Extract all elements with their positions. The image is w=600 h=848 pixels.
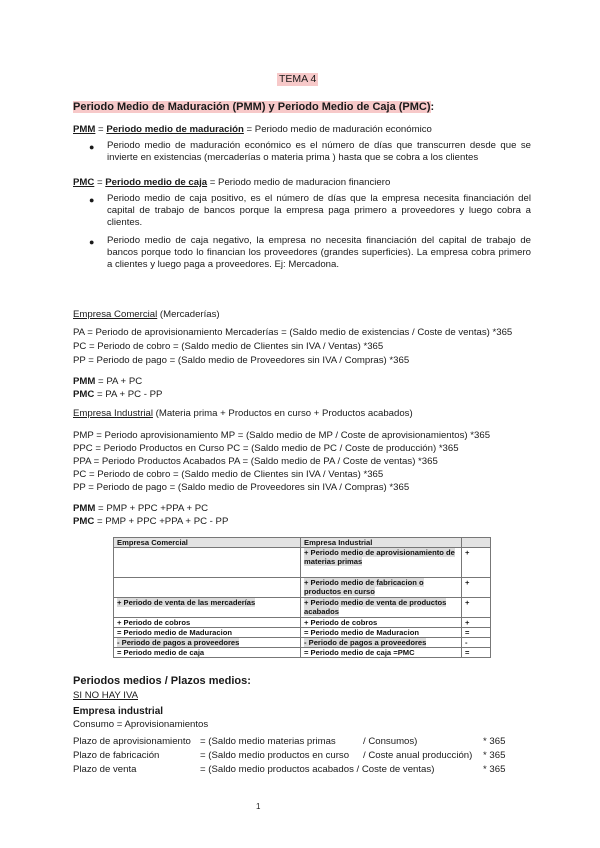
table-cell: = Periodo medio de caja =PMC xyxy=(301,648,462,658)
plazos-row-factor: * 365 xyxy=(483,764,506,775)
industrial-heading-rest: (Materia prima + Productos en curso + Productos acabados) xyxy=(152,408,413,419)
industrial-pmc xyxy=(73,516,228,528)
plazos-row-divisor: / Consumos) xyxy=(363,736,418,747)
comercial-pmc-abbr: PMC xyxy=(73,389,95,400)
industrial-pmm-abbr: PMM xyxy=(73,503,96,514)
table-row xyxy=(114,618,491,628)
table-cell-sign: - xyxy=(462,638,491,648)
industrial-line-pmp: PMP = Periodo aprovisionamiento MP = (Saldo medio de MP / Coste de aprovisionamientos) *365 xyxy=(73,430,491,441)
table-cell xyxy=(301,598,462,618)
pmc-label: Periodo medio de caja xyxy=(105,177,208,188)
table-cell: = Periodo medio de caja xyxy=(114,648,301,658)
table-cell-text: + Periodo de venta de las mercaderías xyxy=(117,598,256,607)
section-heading-text: Periodo Medio de Maduración (PMM) y Periodo Medio de Caja (PMC) xyxy=(73,101,431,113)
plazos-row-formula: = (Saldo medio materias primas xyxy=(200,736,336,747)
table-cell-text: - Periodo de pagos a proveedores xyxy=(117,638,240,647)
pmm-label: Periodo medio de maduración xyxy=(106,124,244,135)
table-cell-text: - Periodo de pagos a proveedores xyxy=(304,638,427,647)
pmc-rest: = Periodo medio de maduracion financiero xyxy=(207,177,391,188)
table-row xyxy=(114,578,491,598)
page-number: 1 xyxy=(256,802,261,811)
table-row xyxy=(114,648,491,658)
table-header-industrial: Empresa Industrial xyxy=(301,538,462,548)
comercial-pmm-abbr: PMM xyxy=(73,376,96,387)
table-cell xyxy=(301,548,462,578)
comercial-heading-label: Empresa Comercial xyxy=(73,309,158,320)
section-heading xyxy=(73,100,434,114)
comercial-heading xyxy=(73,309,220,321)
industrial-pmm-rest: = PMP + PPC +PPA + PC xyxy=(95,503,209,514)
table-row xyxy=(114,638,491,648)
plazos-row-label: Plazo de aprovisionamiento xyxy=(73,736,191,747)
table-cell-sign: = xyxy=(462,648,491,658)
comercial-line-pc: PC = Periodo de cobro = (Saldo medio de Clientes sin IVA / Ventas) *365 xyxy=(73,341,384,352)
pmm-eq: = xyxy=(95,124,107,135)
bullet-icon: ● xyxy=(89,142,95,152)
table-cell xyxy=(114,598,301,618)
table-cell: = Periodo medio de Maduracion xyxy=(114,628,301,638)
plazos-consumo: Consumo = Aprovisionamientos xyxy=(73,719,209,730)
table-cell-sign: + xyxy=(462,598,491,618)
bullet-icon: ● xyxy=(89,237,95,247)
table-cell-sign: = xyxy=(462,628,491,638)
industrial-line-ppa: PPA = Periodo Productos Acabados PA = (Saldo medio de PA / Coste de ventas) *365 xyxy=(73,456,438,467)
plazos-heading-text: Periodos medios / Plazos medios xyxy=(73,675,248,687)
table-cell-text: + Periodo medio de aprovisionamiento de materias primas xyxy=(304,548,455,566)
table-cell: + Periodo de cobros xyxy=(301,618,462,628)
comercial-line-pa: PA = Periodo de aprovisionamiento Mercaderías = (Saldo medio de existencias / Coste de ventas) *365 xyxy=(73,327,513,338)
plazos-row-factor: * 365 xyxy=(483,736,506,747)
plazos-sub: SI NO HAY IVA xyxy=(73,690,139,701)
table-header-row xyxy=(114,538,491,548)
pmm-abbr: PMM xyxy=(73,124,96,135)
industrial-pmm xyxy=(73,503,208,515)
industrial-heading xyxy=(73,408,413,420)
table-cell-sign: + xyxy=(462,618,491,628)
plazos-sub2: Empresa industrial xyxy=(73,706,164,717)
bullet-icon: ● xyxy=(89,195,95,205)
pmm-bullet-text: Periodo medio de maduración económico es el número de días que transcurren desde que se invierte en existencias (mercaderías o materia prima ) hasta que se cobra a los clientes xyxy=(107,140,531,164)
comercial-pmc-rest: = PA + PC - PP xyxy=(94,389,163,400)
table-cell: = Periodo medio de Maduracion xyxy=(301,628,462,638)
pmm-rest: = Periodo medio de maduración económico xyxy=(243,124,432,135)
plazos-row-label: Plazo de fabricación xyxy=(73,750,160,761)
table-header-comercial: Empresa Comercial xyxy=(114,538,301,548)
comercial-pmc xyxy=(73,389,162,401)
comercial-line-pp: PP = Periodo de pago = (Saldo medio de Proveedores sin IVA / Compras) *365 xyxy=(73,355,410,366)
pmc-bullet-text-2: Periodo medio de caja negativo, la empresa no necesita financiación del capital de trabajo de bancos porque todo lo financian los proveedores (grandes superficies). La empresa cobra primero a clientes y luego paga a proveedores. Ej: Mercadona. xyxy=(107,235,531,271)
table-row xyxy=(114,628,491,638)
industrial-line-ppc: PPC = Periodo Productos en Curso PC = (Saldo medio de PC / Coste de producción) *365 xyxy=(73,443,459,454)
pmc-eq: = xyxy=(94,177,106,188)
plazos-heading-suffix: : xyxy=(247,675,251,687)
table-row xyxy=(114,598,491,618)
plazos-row-divisor: / Coste anual producción) xyxy=(363,750,473,761)
table-cell xyxy=(114,548,301,578)
table-cell: + Periodo de cobros xyxy=(114,618,301,628)
industrial-pmc-rest: = PMP + PPC +PPA + PC - PP xyxy=(94,516,229,527)
industrial-line-pc: PC = Periodo de cobro = (Saldo medio de Clientes sin IVA / Ventas) *365 xyxy=(73,469,384,480)
comercial-heading-rest: (Mercaderías) xyxy=(157,309,220,320)
comercial-pmm-rest: = PA + PC xyxy=(95,376,143,387)
pmm-definition xyxy=(73,124,432,136)
page-title: TEMA 4 xyxy=(279,73,317,85)
pmc-bullet-text-1: Periodo medio de caja positivo, es el número de días que la empresa necesita financiación del capital de trabajo de bancos porque la empresa paga primero a proveedores y luego cobra a clientes. xyxy=(107,193,531,229)
table-cell-sign: + xyxy=(462,548,491,578)
comercial-pmm xyxy=(73,376,142,388)
plazos-row-factor: * 365 xyxy=(483,750,506,761)
section-heading-suffix: : xyxy=(430,101,435,113)
table-cell xyxy=(114,578,301,598)
table-cell-text: + Periodo medio de venta de productos acabados xyxy=(304,598,447,616)
plazos-row-formula: = (Saldo medio productos acabados / Coste de ventas) xyxy=(200,764,435,775)
table-cell-sign: + xyxy=(462,578,491,598)
comparison-table xyxy=(113,537,491,658)
industrial-heading-label: Empresa Industrial xyxy=(73,408,153,419)
plazos-row-label: Plazo de venta xyxy=(73,764,137,775)
plazos-row-formula: = (Saldo medio productos en curso xyxy=(200,750,350,761)
pmc-abbr: PMC xyxy=(73,177,95,188)
table-cell xyxy=(301,578,462,598)
industrial-pmc-abbr: PMC xyxy=(73,516,95,527)
industrial-line-pp: PP = Periodo de pago = (Saldo medio de Proveedores sin IVA / Compras) *365 xyxy=(73,482,410,493)
table-row xyxy=(114,548,491,578)
plazos-heading xyxy=(73,675,251,687)
table-cell xyxy=(114,638,301,648)
table-header-sign xyxy=(462,538,491,548)
pmc-definition xyxy=(73,177,390,189)
table-cell xyxy=(301,638,462,648)
table-cell-text: + Periodo medio de fabricacion o productos en curso xyxy=(304,578,424,596)
